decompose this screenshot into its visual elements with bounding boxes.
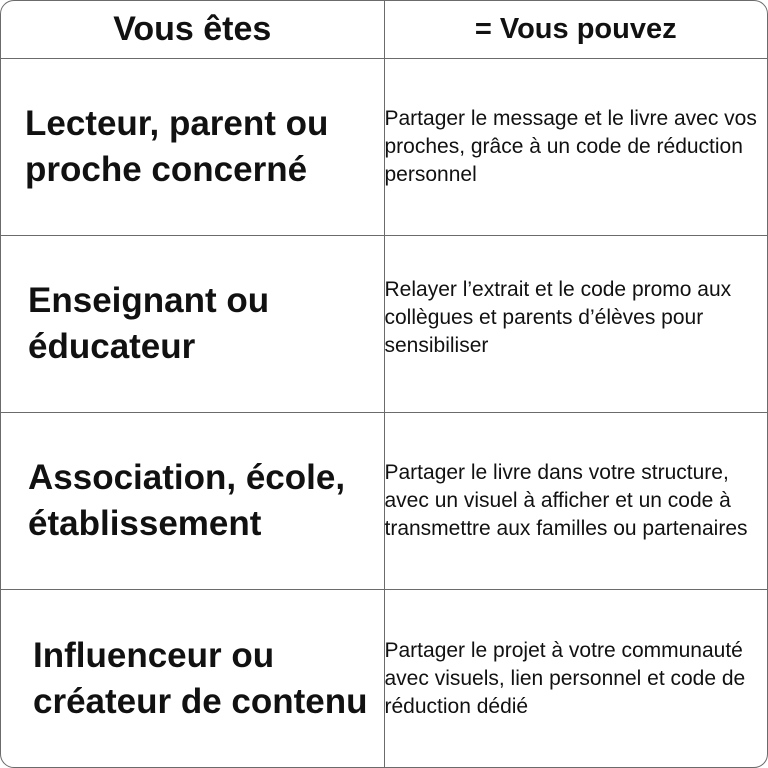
profile-cell (1, 59, 384, 236)
table-row (1, 236, 767, 413)
header-vous-pouvez: = Vous pouvez (384, 1, 767, 59)
action-text: Partager le projet à votre communauté avec visuels, lien personnel et code de réduction dédié (384, 638, 746, 718)
profile-cell (1, 236, 384, 413)
table-row (1, 590, 767, 767)
action-cell (384, 236, 767, 413)
action-text: Partager le livre dans votre structure, avec un visuel à afficher et un code à transmettre aux familles ou partenaires (384, 461, 748, 541)
action-text: Partager le message et le livre avec vos proches, grâce à un code de réduction personnel (384, 107, 757, 187)
action-text: Relayer l’extrait et le code promo aux collègues et parents d’élèves pour sensibiliser (384, 278, 732, 358)
table-header-row (1, 1, 767, 59)
table-row (1, 59, 767, 236)
profile-label: Lecteur, parent ou proche concerné (25, 104, 329, 190)
action-cell (384, 59, 767, 236)
action-cell (384, 590, 767, 767)
header-vous-etes: Vous êtes (1, 1, 384, 59)
comparison-table (1, 1, 767, 767)
profile-label: Influenceur ou créateur de contenu (33, 635, 368, 721)
table-row (1, 413, 767, 590)
profile-cell (1, 590, 384, 767)
action-cell (384, 413, 767, 590)
profile-label: Enseignant ou éducateur (28, 281, 270, 367)
profile-label: Association, école, établissement (28, 458, 346, 544)
profile-cell (1, 413, 384, 590)
